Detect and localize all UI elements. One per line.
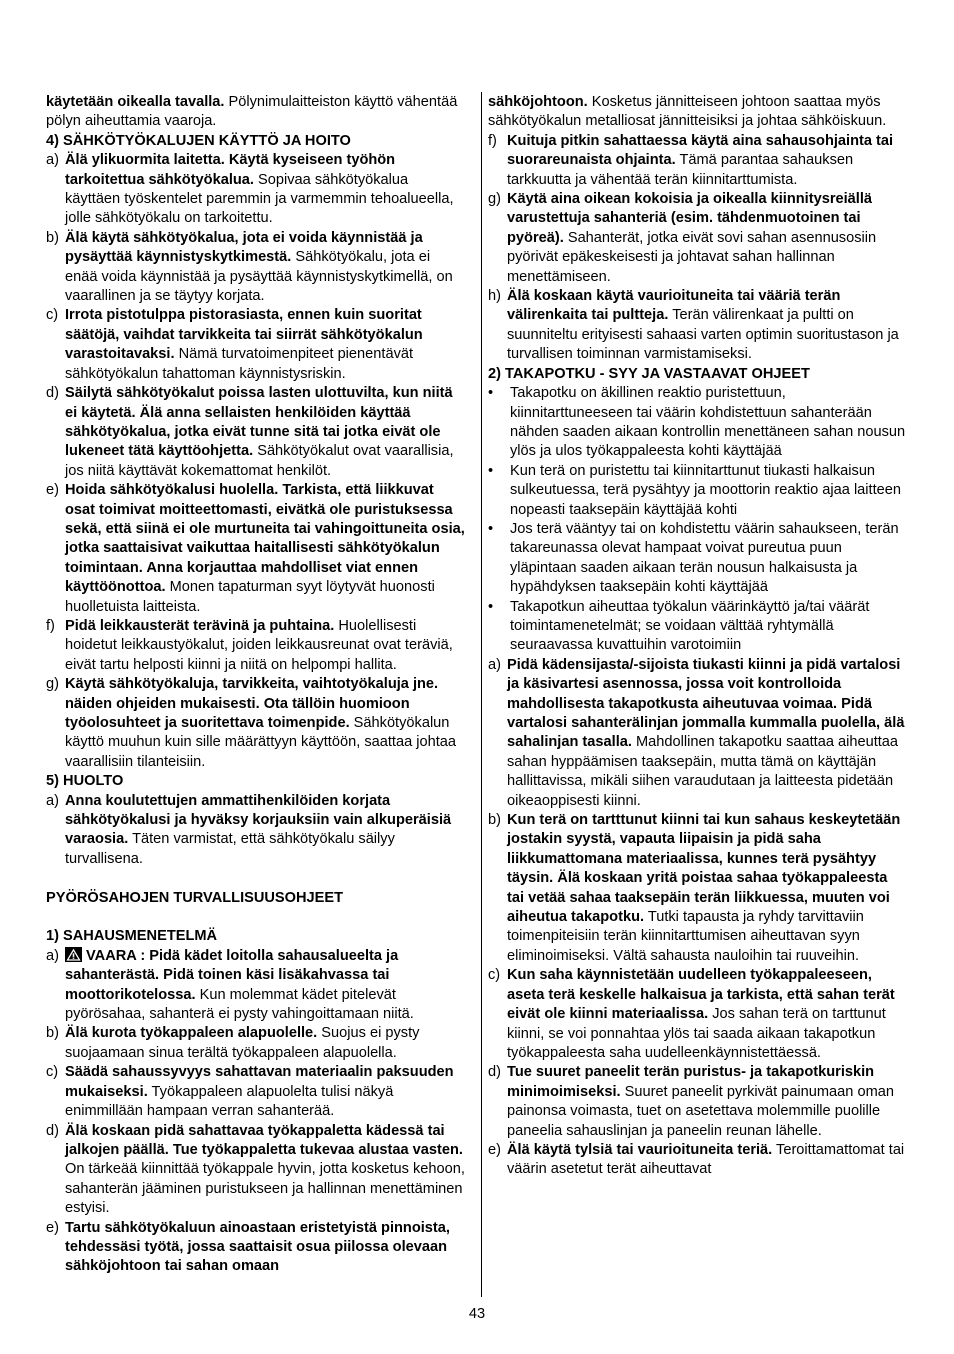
list-item (46, 947, 466, 1025)
list-item (488, 132, 908, 190)
item-marker: a) (46, 152, 59, 169)
paragraph (46, 93, 466, 132)
item-marker: a) (46, 792, 59, 809)
list-item (488, 287, 908, 365)
bold-text: Kun saha käynnistetään uudelleen työkappaleeseen, aseta terä keskelle halkaisua ja tarkista, että sahan terät eivät ole kiinni materiaalissa. (507, 967, 895, 1023)
item-marker: c) (488, 967, 501, 984)
body-text: Kosketus jännitteiseen johtoon saattaa myös sähkötyökalun metalliosat jännitteisiksi ja johtaa sähköiskuun. (488, 94, 887, 130)
bold-text: käytetään oikealla tavalla. (46, 94, 225, 110)
body-text: Sähkötyökalu, jota ei enää voida käynnistää ja pysäyttää käynnistyskytkimellä, on vaarallinen ja se täytyy korjata. (65, 249, 453, 305)
body-text: On tärkeää kiinnittää työkappale hyvin, jotta kosketus kehoon, sahanterän jääminen puristukseen ja hallinnan menettäminen estyisi. (65, 1161, 465, 1217)
item-marker: b) (46, 229, 59, 246)
bold-text: Älä käytä sähkötyökalua, jota ei voida käynnistää ja pysäyttää käynnistyskytkimestä. (65, 229, 423, 266)
bold-text: Älä käytä tylsiä tai vaurioituneita teriä. (507, 1141, 773, 1158)
item-marker: f) (46, 617, 55, 634)
item-marker: g) (46, 676, 59, 693)
section-heading: 1) SAHAUSMENETELMÄ (46, 928, 218, 945)
body-text: Terän välirenkaat ja pultti on suunniteltu erityisesti sahaasi varten optimin suoritustason ja turvallisen toiminnan varmistamiseksi. (507, 307, 899, 363)
list-item (488, 966, 908, 1063)
bullet-item (488, 462, 908, 520)
list-item (46, 384, 466, 481)
list-item (46, 792, 466, 870)
item-marker: b) (46, 1025, 59, 1042)
bullet-marker: • (488, 462, 494, 479)
bold-text: Säädä sahaussyvyys sahattavan materiaalin paksuuden mukaiseksi. (65, 1064, 454, 1100)
item-marker: d) (488, 1064, 501, 1081)
warning-triangle-icon (65, 947, 82, 962)
bold-text: Älä koskaan käytä vaurioituneita tai vääriä terän välirenkaita tai pultteja. (507, 288, 841, 324)
list-item (46, 1063, 466, 1121)
bold-text: Anna koulutettujen ammattihenkilöiden korjata sähkötyökalusi ja hyväksy korjauksiin vain alkuperäisiä varaosia. (65, 792, 452, 848)
body-text: Sähkötyökalun käyttö muuhun kuin sille määrättyyn käyttöön, saattaa johtaa vaarallisiin tilanteisiin. (65, 715, 457, 770)
bold-text: Pidä leikkausterät terävinä ja puhtaina. (65, 617, 335, 634)
list-item (488, 656, 908, 811)
list-item (46, 481, 466, 617)
body-text: Sopivaa sähkötyökalua käyttäen työskentelet paremmin ja varmemmin tehoalueella, jolle sähkötyökalu on tarkoitettu. (65, 171, 454, 227)
body-text: Kun molemmat kädet pitelevät pyörösahaa, sahanterä ei pysty vahingoittamaan niitä. (65, 986, 414, 1023)
body-text: Täten varmistat, että sähkötyökalu säilyy turvallisena. (65, 831, 395, 867)
bullet-item (488, 384, 908, 462)
body-text: Kun terä on puristettu tai kiinnitarttunut tiukasti halkaisun sulkeutuessa, terä pysähtyy ja moottorin reaktio ajaa laitteen nopeasti taaksepäin käyttäjää kohti (510, 462, 902, 518)
bold-text: Pidä kädensijasta/-sijoista tiukasti kiinni ja pidä vartalosi ja käsivartesi asennossa, jossa voit kontrolloida mahdollisesta takapotkusta aiheutuvaa voimaa. Pidä vartalosi sahanterälinjan jommalla kummalla puolella, älä sahalinjan tasalla. (507, 656, 905, 751)
body-text: Pölynimulaitteiston käyttö vähentää pölyn aiheuttamia vaaroja. (46, 94, 458, 130)
body-text: Suojus ei pysty suojaamaan sinua terältä työkappaleen alapuolella. (65, 1025, 420, 1061)
body-text: Sähkötyökalut ovat vaarallisia, jos niitä käyttävät kokemattomat henkilöt. (65, 443, 454, 479)
list-item (46, 617, 466, 675)
bold-text: Tartu sähkötyökaluun ainoastaan eristetyistä pinnoista, tehdessäsi työtä, jossa saattaisit osua piilossa olevaan sähköjohtoon tai sahan omaan (65, 1219, 450, 1275)
list-item (46, 306, 466, 384)
list-item (46, 1219, 466, 1277)
body-text: Jos terä vääntyy tai on kohdistettu väärin sahaukseen, terän takareunassa olevat hampaat voivat pureutua puun yläpintaan saaden aikaan terän nousun halkaisusta ja hypähdyksen taaksepäin kohti käyttäjää (510, 520, 899, 596)
bold-text: Käytä aina oikean kokoisia ja oikealla kiinnitysreiällä varustettuja sahanteriä (esim. tähdenmuotoinen tai pyöreä). (507, 191, 873, 246)
bold-text: Älä kurota työkappaleen alapuolelle. (65, 1025, 318, 1042)
item-marker: e) (46, 1219, 59, 1236)
paragraph (488, 93, 908, 132)
body-text: Nämä turvatoimenpiteet pienentävät sähkötyökalun tahattoman käynnistysriskin. (65, 346, 414, 382)
column-divider (481, 92, 482, 1297)
bold-text: sähköjohtoon. (488, 94, 588, 110)
item-marker: d) (46, 385, 59, 402)
bold-text: Kuituja pitkin sahattaessa käytä aina sahausohjainta tai suorareunaista ohjainta. (507, 132, 894, 169)
item-marker: c) (46, 307, 59, 324)
right-column (488, 93, 908, 1180)
item-marker: g) (488, 191, 501, 208)
body-text: Monen tapaturman syyt löytyvät huonosti huolletuista laitteista. (65, 579, 435, 615)
item-marker: a) (46, 947, 59, 964)
item-marker: a) (488, 656, 501, 673)
bold-text: Tue suuret paneelit terän puristus- ja takapotkuriskin minimoimiseksi. (507, 1064, 875, 1100)
bold-text: Käytä sähkötyökaluja, tarvikkeita, vaihtotyökaluja jne. näiden ohjeiden mukaisesti. Ota tällöin huomioon työolosuhteet ja suoritettava toimenpide. (65, 676, 439, 731)
body-text: Jos sahan terä on tarttunut kiinni, se voi ponnahtaa ylös tai saada aikaan takapotkun työkappaleesta saha uudelleenkäynnistettäessä. (507, 1006, 886, 1061)
body-text: Takapotku on äkillinen reaktio puristettuun, kiinnitarttuneeseen tai väärin kohdistettuun sahanterään nähden saaden aikaan kontrollin menettäneen sahan nousun ylös ja ulos työkappaleesta kohti käyttäjää (510, 385, 906, 460)
bullet-marker: • (488, 520, 494, 537)
bold-text: Irrota pistotulppa pistorasiasta, ennen kuin suoritat säätöjä, vaihdat tarvikkeita tai siirrät sähkötyökalun varastoitavaksi. (65, 307, 423, 363)
body-text: Mahdollinen takapotku saattaa aiheuttaa sahan hyppäämisen taaksepäin, mutta tämä on käyttäjän hallittavissa, mikäli siihen varaudutaan ja laitteesta pidetään oikeaoppisesti kiinni. (507, 734, 899, 809)
item-marker: d) (46, 1122, 59, 1139)
page-number: 43 (468, 1306, 486, 1322)
bullet-item (488, 598, 908, 656)
section-heading: PYÖRÖSAHOJEN TURVALLISUUSOHJEET (46, 889, 344, 906)
section-heading: 4) SÄHKÖTYÖKALUJEN KÄYTTÖ JA HOITO (46, 132, 351, 149)
list-item (488, 811, 908, 966)
bullet-marker: • (488, 598, 494, 615)
body-text: Takapotkun aiheuttaa työkalun väärinkäyttö ja/tai väärät toimintamenetelmät; se voidaan välttää ryhtymällä seuraavassa kuvattuihin varotoimiin (510, 598, 870, 654)
list-item (46, 151, 466, 229)
list-item (488, 1063, 908, 1141)
body-text: Tutki tapausta ja ryhdy tarvittaviin toimenpiteisiin terän kiinnitarttumisen aiheuttavan syyn eliminoimiseksi. Vältä sahausta nauloihin tai ruuveihin. (507, 909, 864, 964)
list-item (46, 229, 466, 307)
item-marker: e) (46, 482, 59, 499)
bold-text: Kun terä on tartttunut kiinni tai kun sahaus keskeytetään jostakin syystä, vapauta liipaisin ja pidä saha liikkumattomana materiaalissa, kunnes terä pysähtyy täysin. Älä koskaan yritä poistaa sahaa työkappaleesta tai vetää sahaa taaksepäin terän liikkuessa, muuten voi aiheutua takapotku. (507, 812, 901, 926)
spacer (46, 869, 466, 888)
bullet-item (488, 520, 908, 598)
item-marker: h) (488, 288, 501, 305)
bullet-marker: • (488, 385, 494, 402)
body-text: Suuret paneelit pyrkivät painumaan oman painonsa voimasta, tuet on asetettava molemmille puolille paneelia sahauslinjan ja paneelin reunan lähelle. (507, 1083, 894, 1139)
body-text: Teroittamattomat tai väärin asetetut terät aiheuttavat (507, 1141, 905, 1178)
item-marker: e) (488, 1141, 501, 1158)
body-text: Työkappaleen alapuolelta tulisi näkyä enimmillään hampaan verran sahanterää. (65, 1083, 394, 1120)
bold-text: Hoida sähkötyökalusi huolella. Tarkista, että liikkuvat osat toimivat moitteettomasti, eivätkä ole puristuksessa sekä, että siinä ei ole murtuneita tai vahingoittuneita osia, jotka saattaisivat vaikuttaa haitallisesti sähkötyökalun toimintaan. Anna korjauttaa mahdolliset viat ennen käyttöönottoa. (65, 482, 465, 596)
spacer (46, 908, 466, 927)
item-marker: c) (46, 1064, 59, 1081)
bold-text: Älä ylikuormita laitetta. Käytä kyseiseen työhön tarkoitettua sähkötyökalua. (65, 152, 396, 188)
item-marker: b) (488, 812, 501, 829)
bold-text: VAARA : Pidä kädet loitolla sahausalueelta ja sahanterästä. Pidä toinen käsi lisäkahvassa tai moottorikotelossa. (65, 947, 399, 1003)
section-heading: 2) TAKAPOTKU - SYY JA VASTAAVAT OHJEET (488, 365, 810, 382)
bold-text: Älä koskaan pidä sahattavaa työkappaletta kädessä tai jalkojen päällä. Tue työkappaletta tukevaa alustaa vasten. (65, 1122, 463, 1158)
list-item (46, 1122, 466, 1219)
list-item (46, 1024, 466, 1063)
item-marker: f) (488, 132, 497, 149)
section-heading: 5) HUOLTO (46, 773, 124, 790)
body-text: Tämä parantaa sahauksen tarkkuutta ja vähentää terän kiinnitarttumista. (507, 152, 854, 188)
list-item (488, 1141, 908, 1180)
left-column (46, 93, 466, 1277)
list-item (488, 190, 908, 287)
list-item (46, 675, 466, 772)
body-text: Sahanterät, jotka eivät sovi sahan asennusosiin pyörivät epäkeskeisesti ja johtavat sahan hallinnan menettämiseen. (507, 229, 877, 285)
body-text: Huolellisesti hoidetut leikkaustyökalut, joiden leikkausreunat ovat teräviä, eivät tartu helposti kiinni ja niitä on helpompi hallita. (65, 617, 453, 673)
bold-text: Säilytä sähkötyökalut poissa lasten ulottuvilta, kun niitä ei käytetä. Älä anna sellaisten henkilöiden käyttää sähkötyökalua, jotka eivät tunne sitä tai jotka eivät ole lukeneet tätä käyttöohjetta. (65, 385, 453, 460)
